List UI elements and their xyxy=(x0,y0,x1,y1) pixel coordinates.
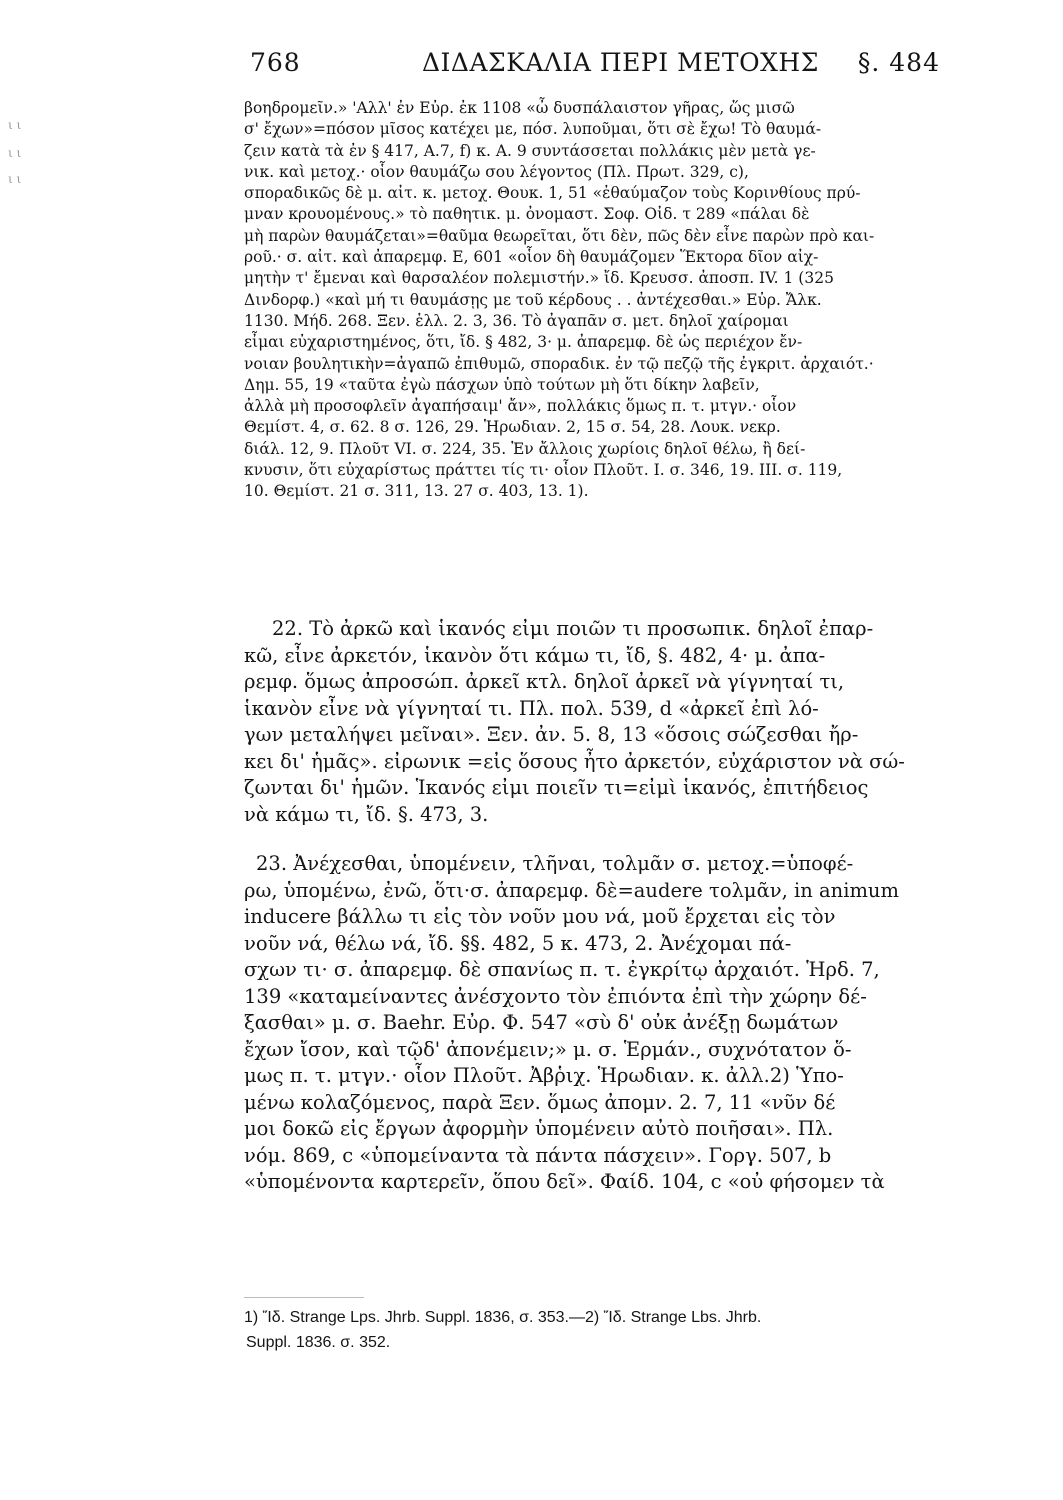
text-line: μοι δοκῶ εἰς ἔργων ἀφορμὴν ὑπομένειν αὐτὸ ποιῆσαι». Πλ. xyxy=(244,1117,834,1140)
text-line: 23. Ἀνέχεσθαι, ὑπομένειν, τλῆναι, τολμᾶν σ. μετοχ.=ὑποφέ- xyxy=(256,852,854,875)
text-line: διάλ. 12, 9. Πλοῦτ VI. σ. 224, 35. Ἐν ἄλλοις χωρίοις δηλοῖ θέλω, ἢ δεί- xyxy=(244,439,806,458)
page-number: 768 xyxy=(250,48,301,77)
text-line: Δημ. 55, 19 «ταῦτα ἐγὼ πάσχων ὑπὸ τούτων μὴ ὅτι δίκην λαβεῖν, xyxy=(244,375,760,394)
text-line: Θεμίστ. 4, σ. 62. 8 σ. 126, 29. Ἡρωδιαν. 2, 15 σ. 54, 28. Λουκ. νεκρ. xyxy=(244,418,781,437)
text-line: μναν κρουομένους.» τὸ παθητικ. μ. ὀνομαστ. Σοφ. Οἰδ. τ 289 «πάλαι δὲ xyxy=(244,205,810,224)
text-line: ξασθαι» μ. σ. Baehr. Εὐρ. Φ. 547 «σὺ δ' οὐκ ἀνέξῃ δωμάτων xyxy=(244,1011,839,1034)
text-line: εἶμαι εὐχαριστημένος, ὅτι, ἴδ. § 482, 3· μ. ἀπαρεμφ. δὲ ὡς περιέχον ἔν- xyxy=(244,333,803,352)
paragraph-23 xyxy=(244,851,934,1196)
text-line: βοηδρομεῖν.» 'Αλλ' ἐν Εὐρ. ἐκ 1108 «ὦ δυσπάλαιστον γῆρας, ὥς μισῶ xyxy=(244,99,795,117)
text-line: σ' ἔχων»=πόσον μῖσος κατέχει με, πόσ. λυποῦμαι, ὅτι σὲ ἔχω! Τὸ θαυμά- xyxy=(244,120,822,139)
text-line: γων μεταλήψει μεῖναι». Ξεν. ἀν. 5. 8, 13 «ὅσοις σώζεσθαι ἤρ- xyxy=(244,723,859,746)
running-title: ΔΙΔΑΣΚΑΛΙΑ ΠΕΡΙ ΜΕΤΟΧΗΣ xyxy=(422,48,819,77)
text-line: 10. Θεμίστ. 21 σ. 311, 13. 27 σ. 403, 13. 1). xyxy=(244,482,589,501)
text-line: ροῦ.· σ. αἰτ. καὶ ἀπαρεμφ. E, 601 «οἷον δὴ θαυμάζομεν Ἕκτορα δῖον αἰχ- xyxy=(244,248,819,267)
text-line: «ὑπομένοντα καρτερεῖν, ὅπου δεῖ». Φαίδ. 104, c «οὐ φήσομεν τὰ xyxy=(244,1170,885,1193)
margin-mark: ι ι xyxy=(8,172,22,186)
text-line: ἱκανὸν εἶνε νὰ γίγνηταί τι. Πλ. πολ. 539, d «ἀρκεῖ ἐπὶ λό- xyxy=(244,696,819,720)
text-line: σποραδικῶς δὲ μ. αἰτ. κ. μετοχ. Θουκ. 1, 51 «ἐθαύμαζον τοὺς Κορινθίους πρύ- xyxy=(244,184,861,203)
text-line: σχων τι· σ. ἀπαρεμφ. δὲ σπανίως π. τ. ἐγκρίτῳ ἀρχαιότ. Ἡρδ. 7, xyxy=(244,958,880,981)
footnote-line: Suppl. 1836. σ. 352. xyxy=(246,1334,391,1351)
margin-mark: ι ι xyxy=(8,118,22,132)
text-line: νοιαν βουλητικὴν=ἀγαπῶ ἐπιθυμῶ, σποραδικ. ἐν τῷ πεζῷ τῆς ἐγκριτ. ἀρχαιότ.· xyxy=(244,354,874,373)
text-line: κῶ, εἶνε ἀρκετόν, ἱκανὸν ὅτι κάμω τι, ἴδ, §. 482, 4· μ. ἀπα- xyxy=(244,643,826,667)
text-line: νοῦν νά, θέλω νά, ἴδ. §§. 482, 5 κ. 473, 2. Ἀνέχομαι πά- xyxy=(244,931,792,955)
text-line: ρεμφ. ὅμως ἀπροσώπ. ἀρκεῖ κτλ. δηλοῖ ἀρκεῖ νὰ γίγνηταί τι, xyxy=(244,670,845,693)
paragraph-22 xyxy=(244,616,934,828)
footnote-divider xyxy=(244,1297,364,1298)
text-line: ζωνται δι' ἡμῶν. Ἱκανός εἰμι ποιεῖν τι=εἰμὶ ἱκανός, ἐπιτήδειος xyxy=(244,776,869,799)
text-line: ζειν κατὰ τὰ ἐν § 417, A.7, f) κ. A. 9 συντάσσεται πολλάκις μὲν μετὰ γε- xyxy=(244,141,816,160)
text-line: κνυσιν, ὅτι εὐχαρίστως πράττει τίς τι· οἷον Πλοῦτ. I. σ. 346, 19. III. σ. 119, xyxy=(244,461,843,480)
text-line: νόμ. 869, c «ὑπομείναντα τὰ πάντα πάσχειν». Γοργ. 507, b xyxy=(244,1143,832,1167)
text-line: μως π. τ. μτγν.· οἷον Πλοῦτ. Ἀβῥιχ. Ἡρωδιαν. κ. ἀλλ.2) Ὑπο- xyxy=(244,1064,844,1087)
running-header xyxy=(250,48,940,88)
text-line: 22. Τὸ ἀρκῶ καὶ ἱκανός εἰμι ποιῶν τι προσωπικ. δηλοῖ ἐπαρ- xyxy=(272,617,874,640)
margin-mark: ι ι xyxy=(8,146,22,160)
text-line: 1130. Μήδ. 268. Ξεν. ἑλλ. 2. 3, 36. Τὸ ἀγαπᾶν σ. μετ. δηλοῖ χαίρομαι xyxy=(244,311,789,330)
footnote-line: 1) Ἴδ. Strange Lps. Jhrb. Suppl. 1836, σ. 353.—2) Ἴδ. Strange Lbs. Jhrb. xyxy=(244,1309,762,1326)
section-number: §. 484 xyxy=(857,48,940,77)
text-line: μητὴν τ' ἔμεναι καὶ θαρσαλέον πολεμιστήν.» ἴδ. Κρευσσ. ἀποσπ. IV. 1 (325 xyxy=(244,269,834,288)
text-line: μὴ παρὼν θαυμάζεται»=θαῦμα θεωρεῖται, ὅτι δὲν, πῶς δὲν εἶνε παρὼν πρὸ και- xyxy=(244,226,875,245)
text-line: κει δι' ἡμᾶς». εἰρωνικ =εἰς ὅσους ἦτο ἀρκετόν, εὐχάριστον νὰ σώ- xyxy=(244,749,905,773)
paragraph-continuation xyxy=(244,98,932,503)
text-line: ἔχων ἴσον, καὶ τῷδ' ἀπονέμειν;» μ. σ. Ἑρμάν., συχνότατον ὅ- xyxy=(244,1037,852,1061)
text-line: ρω, ὑπομένω, ἐνῶ, ὅτι·σ. ἀπαρεμφ. δὲ=audere τολμᾶν, in animum xyxy=(244,878,899,902)
text-line: Δινδορφ.) «καὶ μή τι θαυμάσῃς με τοῦ κέρδους . . ἀντέχεσθαι.» Εὐρ. Ἄλκ. xyxy=(244,290,822,309)
text-line: νικ. καὶ μετοχ.· οἷον θαυμάζω σου λέγοντος (Πλ. Πρωτ. 329, c), xyxy=(244,162,749,181)
text-line: inducere βάλλω τι εἰς τὸν νοῦν μου νά, μοῦ ἔρχεται εἰς τὸν xyxy=(244,905,836,928)
text-line: ἀλλὰ μὴ προσοφλεῖν ἀγαπήσαιμ' ἄν», πολλάκις ὅμως π. τ. μτγν.· οἷον xyxy=(244,397,797,416)
text-line: νὰ κάμω τι, ἴδ. §. 473, 3. xyxy=(244,802,489,826)
text-line: 139 «καταμείναντες ἀνέσχοντο τὸν ἐπιόντα ἐπὶ τὴν χώρην δέ- xyxy=(244,984,867,1008)
text-line: μένω κολαζόμενος, παρὰ Ξεν. ὅμως ἀπομν. 2. 7, 11 «νῦν δέ xyxy=(244,1090,836,1114)
footnotes xyxy=(244,1305,934,1355)
